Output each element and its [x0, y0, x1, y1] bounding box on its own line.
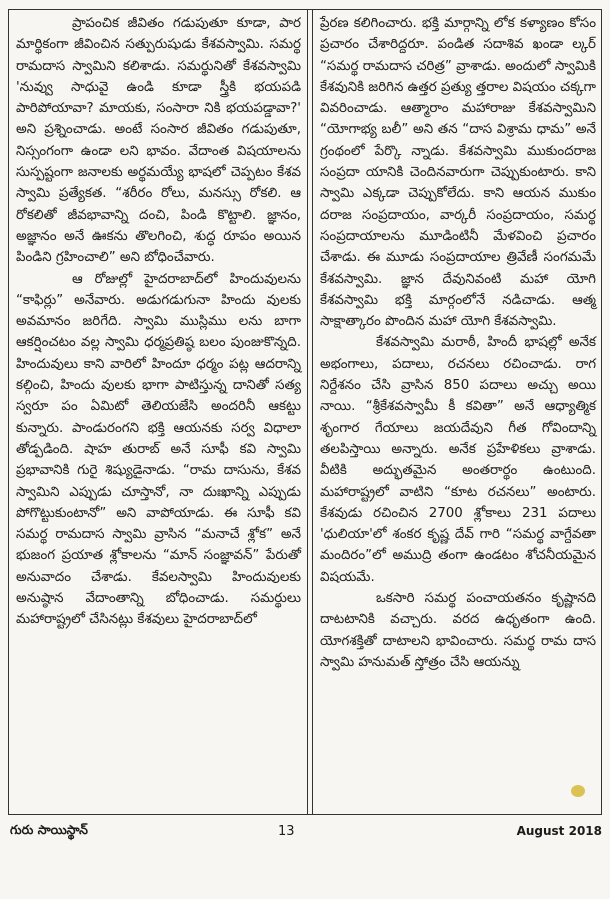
issue-date: August 2018 [516, 824, 602, 838]
paper-stain [571, 785, 585, 797]
left-column [8, 9, 308, 815]
right-paragraph-3: ఒకసారి సమర్థ పంచాయతనం కృష్ణానది దాటటానికి వచ్చారు. వరద ఉధృతంగా ఉంది. యోగశక్తితో దాటాలని భావించారు. సమర్థ రామ దాస స్వామి హనుమత్ స్తోత్రం చేసి ఆయన్ను [320, 591, 596, 670]
page-number: 13 [278, 824, 295, 839]
left-paragraph-1: ప్రాపంచిక జీవితం గడుపుతూ కూడా, పార మార్థికంగా జీవించిన సత్పురుషుడు కేశవస్వామి. సమర్థ రామదాస స్వామిని కలిశాడు. సమర్థునితో కేశవస్వామి 'నువ్వు సాధువై ఉండి కూడా స్త్రీకి భయపడి పారిపోయావా? మాయకు, సంసారా నికి భయపడ్డావా?' అని ప్రశ్నించాడు. అంటే సంసార జీవితం గడుపుతూ, నిస్సంగంగా ఉండా లని భావం. వేదాంత విషయాలను సుస్పష్టంగా జనాలకు అర్థమయ్యే భాషలో చెప్పటం కేశవ స్వామి ప్రత్యేకత. “శరీరం రోలు, మనస్సు రోకలి. ఆ రోకలితో జీవభావాన్ని దంచి, పిండి కొట్టాలి. జ్ఞానం, అజ్ఞానం అనే ఊకను తొలగించి, శుద్ధ రూపం అయిన పిండిని గ్రహించాలి” అని బోధించేవారు. [16, 16, 301, 266]
right-column [312, 9, 602, 815]
right-paragraph-2: కేశవస్వామి మరాఠీ, హిందీ భాషల్లో అనేక అభంగాలు, పదాలు, రచనలు రచించాడు. రాగ నిర్దేశనం చేసి వ్రాసిన 850 పదాలు అచ్చు అయి నాయి. “శ్రీకేశవస్వామీ కీ కవితా” అనే ఆధ్యాత్మిక శృంగార గేయాలు జయదేవుని గీత గోవిందాన్ని తలపిస్తాయి అన్నారు. అనేక ప్రహేళికలు వ్రాశాడు. వీటికి అద్భుతమైన అంతరార్థం ఉంటుంది. మహారాష్ట్రలో వాటిని “కూట రచనలు” అంటారు. కేశవుడు రచించిన 2700 శ్లోకాలు 231 పదాలు 'ధులియా'లో శంకర కృష్ణ దేవ్ గారి “సమర్థ వాగ్దేవతా మందిరం”లో అముద్రి తంగా ఉండటం శోచనీయమైన విషయమే. [320, 335, 596, 585]
left-paragraph-2: ఆ రోజుల్లో హైదరాబాద్‌లో హిందువులను “కాఫిర్లు” అనేవారు. అడుగడుగునా హిందు వులకు అవమానం జరిగేది. స్వామి ముస్లిము లను బాగా ఆకర్షించటం వల్ల స్వామి ధర్మప్రతిష్ఠ బలం పుంజుకొన్నది. హిందువులు కాని వారిలో హిందూ ధర్మం పట్ల ఆదరాన్ని కల్గించి, హిందు వులకు భాగా పాటిస్తున్న దానితో సత్య స్వరూ పం ఏమిటో తెలియజేసి అందరినీ ఆకట్టు కున్నారు. పాండురంగని భక్తి ఆయనకు సర్వ విధాలా తోడ్పడింది. షాహ తురాబ్ అనే సూఫీ కవి స్వామి ప్రభావానికి గురై శిష్యుడైనాడు. “రామ దాసును, కేశవ స్వామిని ఎప్పుడు చూస్తానో, నా దుఃఖాన్ని ఎప్పుడు పోగొట్టుకుంటానో” అని వాపోయాడు. ఈ సూఫీ కవి సమర్థ రామదాస స్వామి వ్రాసిన “మనాచే శ్లోక” అనే భుజంగ ప్రయాత శ్లోకాలను “మాన్ సంజ్ఞావన్” పేరుతో అనువాదం చేశాడు. కేవలస్వామి హిందువులకు అనుష్ఠాన వేదాంతాన్ని బోధించాడు. సమర్థులు మహారాష్ట్రలో చేసినట్లు కేశవులు హైదరాబాద్‌లో [16, 271, 301, 628]
page-footer [10, 818, 602, 844]
right-paragraph-1: ప్రేరణ కలిగించారు. భక్తి మార్గాన్ని లోక కళ్యాణం కోసం ప్రచారం చేశారిద్దరూ. పండిత సదాశివ ఖండా ల్కర్ “సమర్థ రామదాస చరిత్ర” వ్రాశాడు. అందులో స్వామికి కేశవునికి జరిగిన ఉత్తర ప్రత్యు త్తరాల విషయం చక్కగా వివరించాడు. ఆత్మారాం మహారాజు కేశవస్వామిని “యోగాభ్య బలీ” అని తన “దాస విశ్రామ ధామ” అనే గ్రంథంలో పేర్కొ న్నాడు. కేశవస్వామి ముకుందరాజ సంప్రదా యానికి చెందినవారుగా చెప్పుకుంటారు. కాని స్వామి ఎక్కడా చెప్పుకోలేదు. కాని ఆయన ముకుం దరాజ సంప్రదాయం, వార్కరీ సంప్రదాయం, సమర్థ సంప్రదాయాలను మూడింటినీ మేళవించి ప్రచారం చేశాడు. ఈ మూడు సంప్రదాయాల త్రివేణీ సంగమమే కేశవస్వామి. జ్ఞాన దేవునివంటి మహా యోగి కేశవస్వామి భక్తి మార్గంలోనే నడిచాడు. ఆత్మ సాక్షాత్కారం పొందిన మహా యోగి కేశవస్వామి. [320, 16, 596, 330]
magazine-name: గురు సాయిస్థాన్ [10, 822, 88, 837]
